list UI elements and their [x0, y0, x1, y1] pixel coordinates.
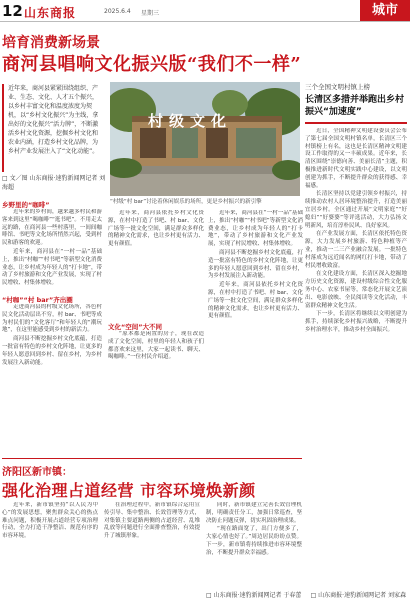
second-story-headline: 强化治理占道经营 市容环境焕新颜 — [2, 481, 256, 500]
lead-paragraph: 近年来，商河县紧紧围绕组织、产业、生态、文化、人才五个振兴，以乡村丰富文化和温度浓度为契机，以“乡村文化振兴”为主线，拿出好的文化振兴“活力牌”，不断激活乡村文化资源，挖掘乡村文化和农业内涵，打造乡村文化品牌，为乡村产业发展注入了“文化动能”。 — [8, 85, 99, 155]
side-story-rule — [305, 122, 407, 124]
second-paragraph: 在治理过程中，新市镇综合运用宣传引导、集中整治、长效管理等方式，对集镇主要道路两侧的占道经营、乱堆乱放等问题进行全面排查整治，有效提升了城镇形象。 — [104, 502, 200, 540]
section4-paragraph: 近年来，商河县依托乡村文化资源，在村中打造了书吧、村 bar、文化广场等一批文化空间，满足群众多样化的精神文化需求，也让乡村更有活力、更有颜值。 — [208, 282, 303, 320]
section2-paragraph: 商河县不断挖掘乡村文化底蕴，打造一批富有特色的乡村文化阵地，让更多的年轻人愿意回到乡村、留在乡村，为乡村发展注入新动能。 — [2, 336, 102, 366]
side-paragraph: 近日，全国精神文明建设委员会公布了第七届全国文明村镇名单，长清区三个村镇榜上有名，这也是长清区精神文明建设工作取得的又一丰硕成果。近年来，长清区围绕“崇德向善、美丽长清”主题，积极推进新时代文明实践中心建设，以文明创建为抓手，不断提升群众的获得感、幸福感。 — [305, 128, 407, 189]
newspaper-name: 山东商报 — [24, 6, 77, 20]
section3-paragraph: “原本都是闲置的房子，现在改造成了文化空间，村里的年轻人和孩子们都喜欢来这里，大家一起读书、聊天、喝咖啡。”一位村民介绍道。 — [108, 331, 204, 361]
second-story-kicker: 济阳区新市镇： — [2, 467, 72, 478]
side-paragraph: 长清区坚持以党建引领乡村振兴，持续推动农村人居环境整治提升，打造美丽宜居乡村。全区通过开展“文明家庭”“好媳妇”“好婆婆”等评选活动，大力弘扬文明新风，培育淳朴民风、良好家风。 — [305, 191, 407, 229]
section2-heading: “村咖”“村 bar”齐出圈 — [2, 296, 73, 304]
page-number: 12 — [2, 2, 23, 20]
section4-paragraph: 商河县不断挖掘乡村文化底蕴，打造一批富有特色的乡村文化阵地，让更多的年轻人愿意回到乡村、留在乡村，为乡村发展注入新动能。 — [208, 249, 303, 280]
side-paragraph: 在产业发展方面，长清区依托特色资源，大力发展乡村旅游、特色种植等产业，推动一二三产业融合发展。一批特色村落成为远近闻名的网红打卡地，带动了村民增收致富。 — [305, 231, 407, 269]
side-story — [305, 82, 407, 600]
section2-body — [2, 304, 102, 454]
village-culture-photo — [110, 82, 300, 196]
main-story-headline: 商河县唱响文化振兴版“我们不一样” — [2, 54, 302, 75]
second-story-byline: □ 山东商报·速豹新闻网记者 于春蕾 — [206, 592, 302, 599]
second-story-column — [2, 502, 98, 594]
second-paragraph: “现在路面宽了，出门方便多了，大家心情也好了。”周边居民纷纷点赞。下一步，新市镇将持续推进市容环境整治，不断提升群众幸福感。 — [206, 526, 302, 556]
section4-column — [208, 210, 303, 450]
section3-body-top — [108, 210, 204, 318]
masthead — [0, 0, 410, 22]
lead-box — [2, 84, 102, 172]
section3-heading: 文化“空间”大不同 — [108, 323, 163, 331]
side-paragraph: 下一步，长清区将继续以文明创建为抓手，持续深化乡村振兴战略，不断提升乡村治理水平，推动乡村全面振兴。 — [305, 311, 407, 333]
section3-body — [108, 331, 204, 451]
side-story-kicker: 三个全国文明村镇上榜 — [305, 83, 370, 91]
side-story-title: 长清区多措并举跑出乡村振兴“加速度” — [305, 95, 405, 117]
section3-column — [108, 210, 204, 451]
side-paragraph: 在文化建设方面，长清区深入挖掘地方历史文化资源，建设村级综合性文化服务中心、农家书屋等，常态化开展文艺演出、电影放映、全民阅读等文化活动，丰富群众精神文化生活。 — [305, 271, 407, 309]
section4-paragraph: 近年来，商河县在“一村一品”基础上，推出“村咖”“村书吧”等新型文化消费业态，让乡村成为年轻人的“打卡地”，带动了乡村旅游和文化产业发展，实现了村民增收、村集体增收。 — [208, 210, 303, 248]
side-story-body — [305, 128, 407, 600]
photo-caption: “村级“村 bar”讨论着休闲娱乐的场所，更是乡村振兴的新引擎 — [110, 199, 262, 205]
section1-body — [2, 209, 102, 291]
section4-body — [208, 210, 303, 450]
section1-heading: 乡野里的“咖啡” — [2, 201, 50, 209]
second-paragraph: 同时，新市镇建立完善长效管理机制，明确责任分工，加强日常巡查，坚决防止问题反弹，切实巩固治理成果。 — [206, 502, 302, 524]
second-story-column — [206, 502, 302, 594]
section1-paragraph: 近年来，商河县在“一村一品”基础上，推出“村咖”“村书吧”等新型文化消费业态，让乡村成为年轻人的“打卡地”，带动了乡村旅游和文化产业发展，实现了村民增收、村集体增收。 — [2, 248, 102, 287]
section-divider — [2, 458, 302, 459]
section3-paragraph: 近年来，商河县依托乡村文化资源，在村中打造了书吧、村 bar、文化广场等一批文化空间，满足群众多样化的精神文化需求，也让乡村更有活力、更有颜值。 — [108, 210, 204, 248]
second-paragraph: 近年来，新市镇坚持“以人民为中心”的发展思想，聚焦群众关心的热点难点问题，积极开展占道经营专项治理行动，全力打造干净整洁、规范有序的市容环境。 — [2, 502, 98, 540]
section-tag: 城市 — [360, 0, 410, 21]
section1-paragraph: 近年来的乡村间，越来越多村民和游客来到这里“喝咖啡”“逛书吧”。不用走太远的路，在商河县一些村落里，一间间咖啡馆、书吧等文化场所悄然兴起，受到村民和游客的欢迎。 — [2, 209, 102, 247]
photo-illustration — [110, 82, 300, 196]
issue-weekday: 星期三 — [141, 10, 160, 17]
photo-sign-text: 村级文化 — [148, 112, 233, 130]
main-story-byline: □ 文／图 山东商报·速豹新闻网记者 刘海超 — [2, 175, 106, 191]
section1-column — [2, 200, 102, 454]
section2-paragraph: 走进商河县的村级文化场所，各色村民文化活动层出不穷，村 bar、书吧等成为村民们的“文化客厅”和年轻人的“潮玩地”，在这里能感受到乡村的新活力。 — [2, 304, 102, 334]
side-story-byline: □ 山东商报·速豹新闻网记者 刘家森 — [310, 592, 406, 599]
issue-date: 2025.6.4 — [104, 8, 131, 15]
main-story-kicker: 培育消费新场景 — [2, 35, 100, 51]
second-story-column — [104, 502, 200, 594]
